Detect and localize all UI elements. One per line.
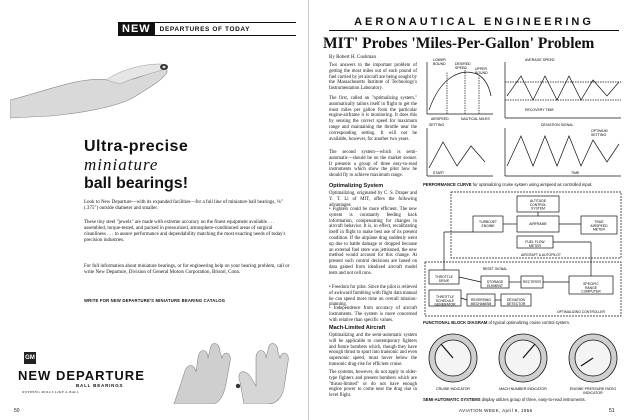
- block-diagram-caption: [423, 320, 623, 325]
- article-paragraph-2: The first, called an "optimalizing system," automatically tailors itself in flight to get the most miles per gallon from the particular engine-airframe it is monitoring. It does this by sensing the correct speed for maximum range and maintaining the throttle near the corresponding setting. It will not be available, however, for another two years.: [329, 96, 417, 142]
- label-average-speed: AVERAGE SPEED: [525, 58, 555, 62]
- article-paragraph-6: • Freedom for pilot. Since the pilot is relieved of awkward fumbling with flight data manual he can spend more time on overall mission-planning.: [329, 285, 417, 308]
- article-paragraph-4: Optimalizing, originated by C. S. Draper and Y. T. Li of MIT, offers the following advantages:: [329, 191, 417, 208]
- banner-new-label: NEW: [118, 23, 155, 35]
- block-deviation-detector: DEVIATION DETECTOR: [506, 298, 526, 306]
- performance-curve-caption: [423, 182, 623, 187]
- fig3-caption-bold: SEMI-AUTOMATIC SYSTEMS: [423, 397, 481, 402]
- block-throttle-schedule: THROTTLE SCHEDULE GENERATOR: [434, 295, 456, 307]
- article-paragraph-7: • Independence from accuracy of aircraft instruments. The system is more concerned with relative than specific values.: [329, 306, 417, 323]
- new-departure-logo: [18, 352, 168, 392]
- advertisement-page: [0, 0, 309, 420]
- functional-block-diagram: [421, 190, 625, 318]
- fig3-caption-text: display utilizes group of three, easy-to-read instruments.: [481, 397, 586, 402]
- brand-tagline: NOTHING ROLLS LIKE A BALL: [22, 390, 79, 394]
- label-recovery-time: RECOVERY TIME: [525, 108, 554, 112]
- instrument-mach-indicator: MACH NUMBER INDICATOR: [499, 387, 547, 391]
- instrument-pressure-ratio: ENGINE PRESSURE RATIO INDICATOR: [569, 387, 617, 395]
- block-airframe: AIRFRAME: [529, 222, 547, 226]
- right-page-number: 51: [609, 408, 615, 414]
- subhead-optimalizing: Optimalizing System: [329, 183, 384, 189]
- instruments-caption: [423, 397, 623, 402]
- label-reset-signal: RESET SIGNAL: [482, 267, 508, 271]
- label-setting: SETTING: [429, 123, 445, 127]
- section-masthead: AERONAUTICAL ENGINEERING: [329, 16, 619, 31]
- headline-ball-bearings: ball bearings!: [84, 175, 189, 192]
- label-start: START: [433, 171, 445, 175]
- label-nautical-miles: NAUTICAL MILES: [461, 117, 490, 121]
- fig2-caption-text: of typical optimalizing cruise control system.: [488, 320, 570, 325]
- label-desired-speed: DESIRED SPEED: [455, 62, 471, 70]
- article-paragraph-9: The systems, however, do not apply to older-type fighters and present bombers which are "thrust-limited" or do not have enough engine power to come near the drag rise in level flight.: [329, 370, 417, 399]
- block-true-airspeed: TRUE AIRSPEED METER: [590, 220, 608, 232]
- magazine-footer: AVIATION WEEK, April 9, 1956: [459, 408, 533, 413]
- ad-catalog-cta: WRITE FOR NEW DEPARTURE'S MINIATURE BEARING CATALOG: [84, 298, 226, 303]
- ad-paragraph-2: These tiny steel "jewels" are made with extreme accuracy on the finest equipment available . . . assembled, torque-tested, and packed in pressurized, atmosphere-conditioned areas of surgical cleanliness . . . to assure performance and dependability matching the most exacting needs of today's precision industries.: [84, 220, 286, 243]
- fig2-caption-bold: FUNCTIONAL BLOCK DIAGRAM: [423, 320, 488, 325]
- headline-ultra-precise: Ultra-precise: [84, 138, 189, 155]
- article-intro: Two answers to the important problem of getting the most miles out of each pound of fuel carried by jet aircraft are being sought by the Massachusetts Institute of Technology's Instrumentation Laboratory.: [329, 63, 417, 92]
- article-paragraph-3: The second system—which is semi-automatic—should be on the market sooner. It presents a group of three easy-to-read instruments which show the pilot how he should fly to achieve maximum range.: [329, 150, 417, 179]
- label-aircraft-autopilot: AIRCRAFT & AUTOPILOT: [520, 253, 562, 257]
- instrument-panel-figure: [421, 330, 625, 396]
- headline-miniature: miniature: [84, 155, 159, 174]
- block-rectifier: RECTIFIER: [523, 280, 541, 284]
- brand-name: NEW DEPARTURE: [18, 368, 145, 383]
- label-time: TIME: [571, 171, 580, 175]
- block-throttle-drive: THROTTLE DRIVE: [435, 275, 453, 283]
- hand-holding-bearing-photo: [10, 40, 250, 120]
- ad-banner: [118, 22, 296, 36]
- subhead-mach-limited: Mach-Limited Aircraft: [329, 325, 386, 331]
- article-paragraph-8: Optimalizing and the semi-automatic system will be applicable to contemporary fighters and future bombers which, though they have enough thrust to spurt into transonic and even supersonic speed, must hover below the transonic drag-rise for efficient cruise.: [329, 333, 417, 367]
- gm-logo: GM: [24, 352, 36, 364]
- label-airspeed: AIRSPEED: [431, 117, 449, 121]
- ad-paragraph-1: Look to New Departure—with its expanded facilities—for a full line of miniature ball bearings, ⅛" (.375") outside diameter and smaller.: [84, 200, 283, 211]
- block-storage-element: STORAGE ELEMENT: [486, 280, 504, 288]
- fig1-caption-text: for optimalizing cruise system using airspeed as controlled input.: [472, 182, 593, 187]
- block-altitude-control: ALTITUDE CONTROL SYSTEM: [529, 199, 547, 211]
- fig1-caption-bold: PERFORMANCE CURVE: [423, 182, 472, 187]
- block-fuel-flow: FUEL FLOW METER: [525, 240, 545, 248]
- block-specific-range: SPECIFIC RANGE COMPUTER: [581, 282, 601, 294]
- performance-curve-figure: [421, 56, 625, 180]
- article-paragraph-5: • Fighters could be more efficient. The new system is constantly feeding back information, compensating for changes in aircraft behavior. It is, in effect, recalibrating itself in flight to make best use of its present condition. If the airplane drag suddenly went up due to battle damage or dropped because an external fuel store was jettisoned, the new method would account for this change. At present such control decisions are based on data gained from idealized aircraft model tests and not cell runs.: [329, 207, 417, 276]
- ad-paragraph-3: For full information about miniature bearings, or for engineering help on your bearing problem, call or write New Departure, Division of General Motors Corporation, Bristol, Conn.: [84, 264, 290, 275]
- banner-departures-label: DEPARTURES OF TODAY: [159, 25, 251, 33]
- label-optimum-setting: OPTIMUM SETTING: [591, 129, 608, 137]
- article-title: MIT' Probes 'Miles-Per-Gallon' Problem: [323, 35, 595, 52]
- block-reversing-mechanism: REVERSING MECHANISM: [470, 298, 492, 306]
- label-optimalizing-controller: OPTIMALIZING CONTROLLER: [556, 310, 606, 314]
- article-page: [309, 0, 626, 420]
- article-byline: By Robert H. Cushman: [329, 55, 376, 60]
- block-turbojet-engine: TURBOJET ENGINE: [479, 220, 497, 228]
- label-upper-bound: UPPER BOUND: [475, 67, 488, 75]
- instrument-cruise-indicator: CRUISE INDICATOR: [435, 387, 471, 391]
- label-deviation-signal: DEVIATION SIGNAL: [541, 123, 574, 127]
- label-lower-bound: LOWER BOUND: [433, 58, 446, 66]
- gloved-hands-photo: [164, 328, 304, 404]
- left-page-number: 50: [14, 408, 20, 414]
- brand-subtitle: BALL BEARINGS: [76, 383, 124, 388]
